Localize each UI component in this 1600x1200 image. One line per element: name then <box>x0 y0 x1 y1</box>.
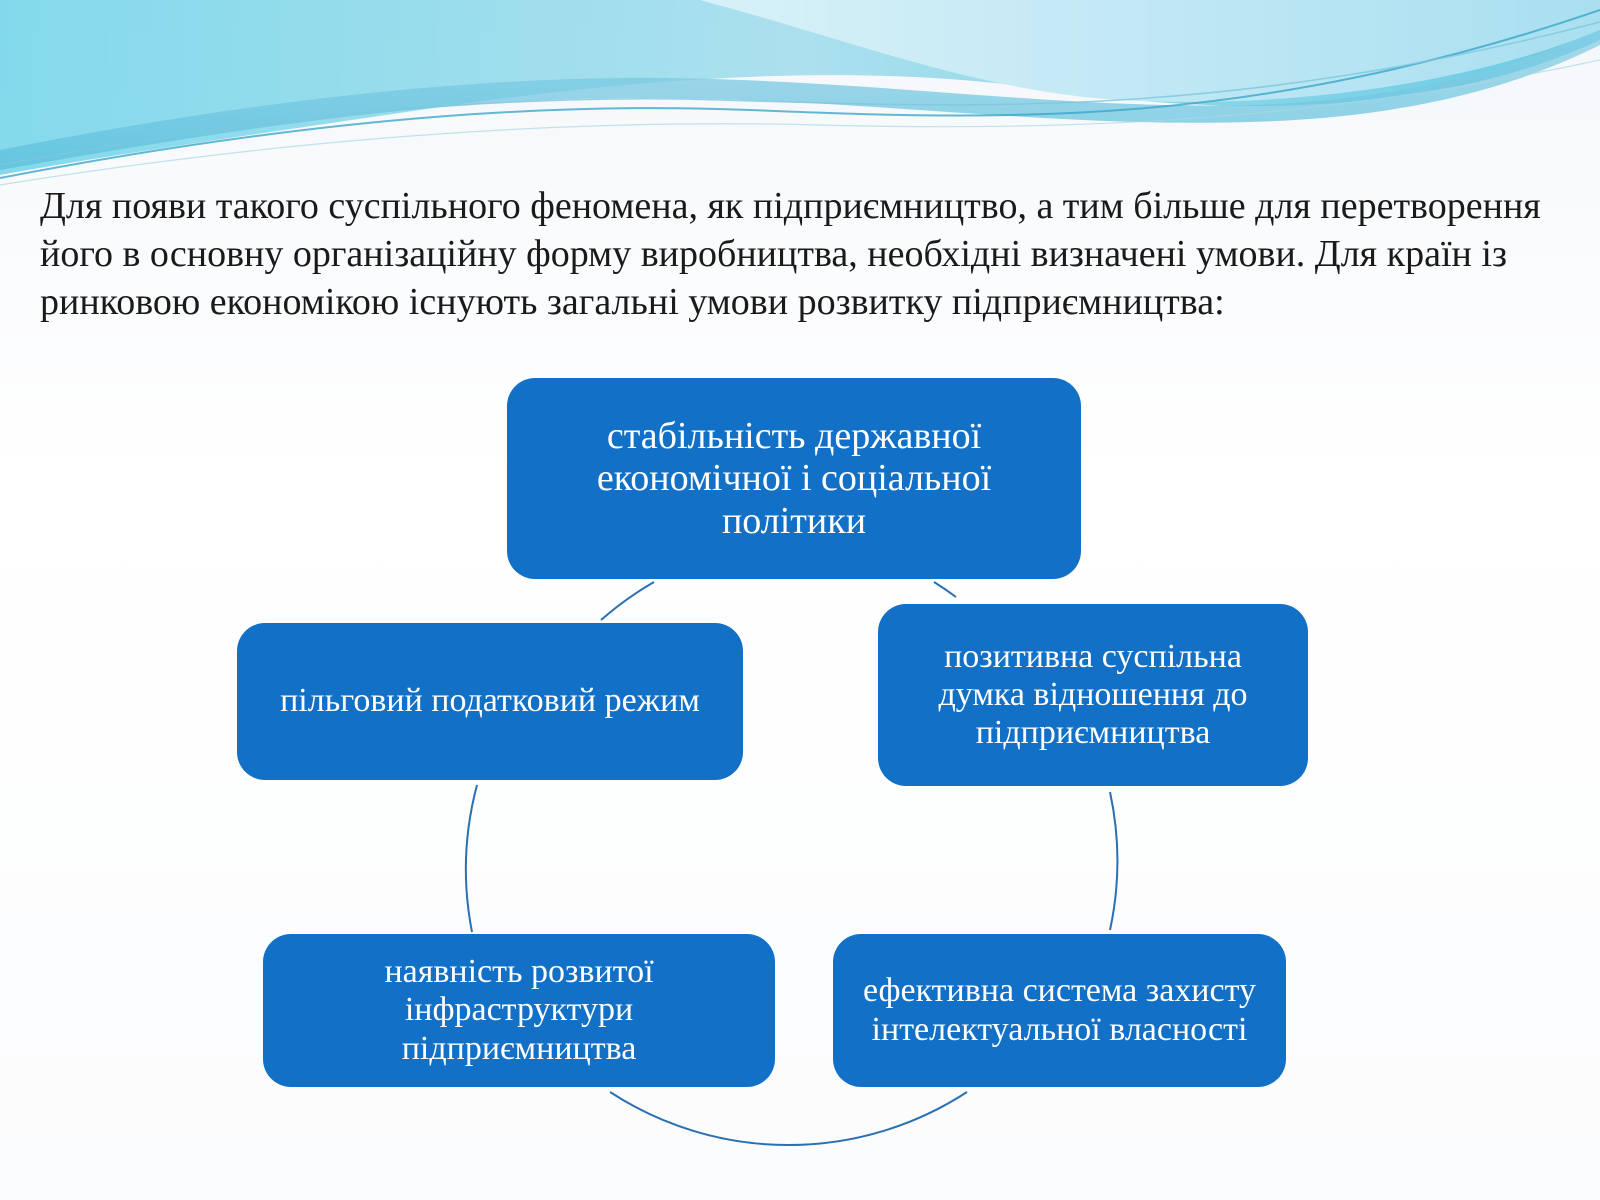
cycle-node-label: наявність розвитої інфраструктури підприємництва <box>384 953 654 1067</box>
cycle-node-public-opinion <box>878 604 1308 786</box>
cycle-node-label: стабільність державної економічної і соціальної політики <box>596 414 992 542</box>
cycle-arc-left <box>466 785 477 932</box>
cycle-node-ip-protection <box>833 934 1286 1087</box>
cycle-arc-right <box>1110 792 1117 930</box>
cycle-node-label: ефективна система захисту інтелектуальної власності <box>862 972 1256 1048</box>
cycle-node-label: позитивна суспільна думка відношення до підприємництва <box>938 637 1248 752</box>
cycle-arc-top-right <box>934 582 956 597</box>
intro-paragraph: Для появи такого суспільного феномена, як підприємництво, а тим більше для перетворення його в основну організаційну форму виробництва, необхідні визначені умови. Для країн із ринковою економікою існують загальні умови розвитку підприємництва: <box>40 185 1541 323</box>
cycle-node-tax-regime <box>237 623 743 780</box>
cycle-node-label: пільговий податковий режим <box>280 682 700 720</box>
cycle-arc-bottom <box>610 1092 967 1145</box>
cycle-node-infrastructure <box>263 934 775 1087</box>
cycle-arc-top-left <box>601 582 654 620</box>
cycle-node-policy-stability <box>507 378 1081 579</box>
